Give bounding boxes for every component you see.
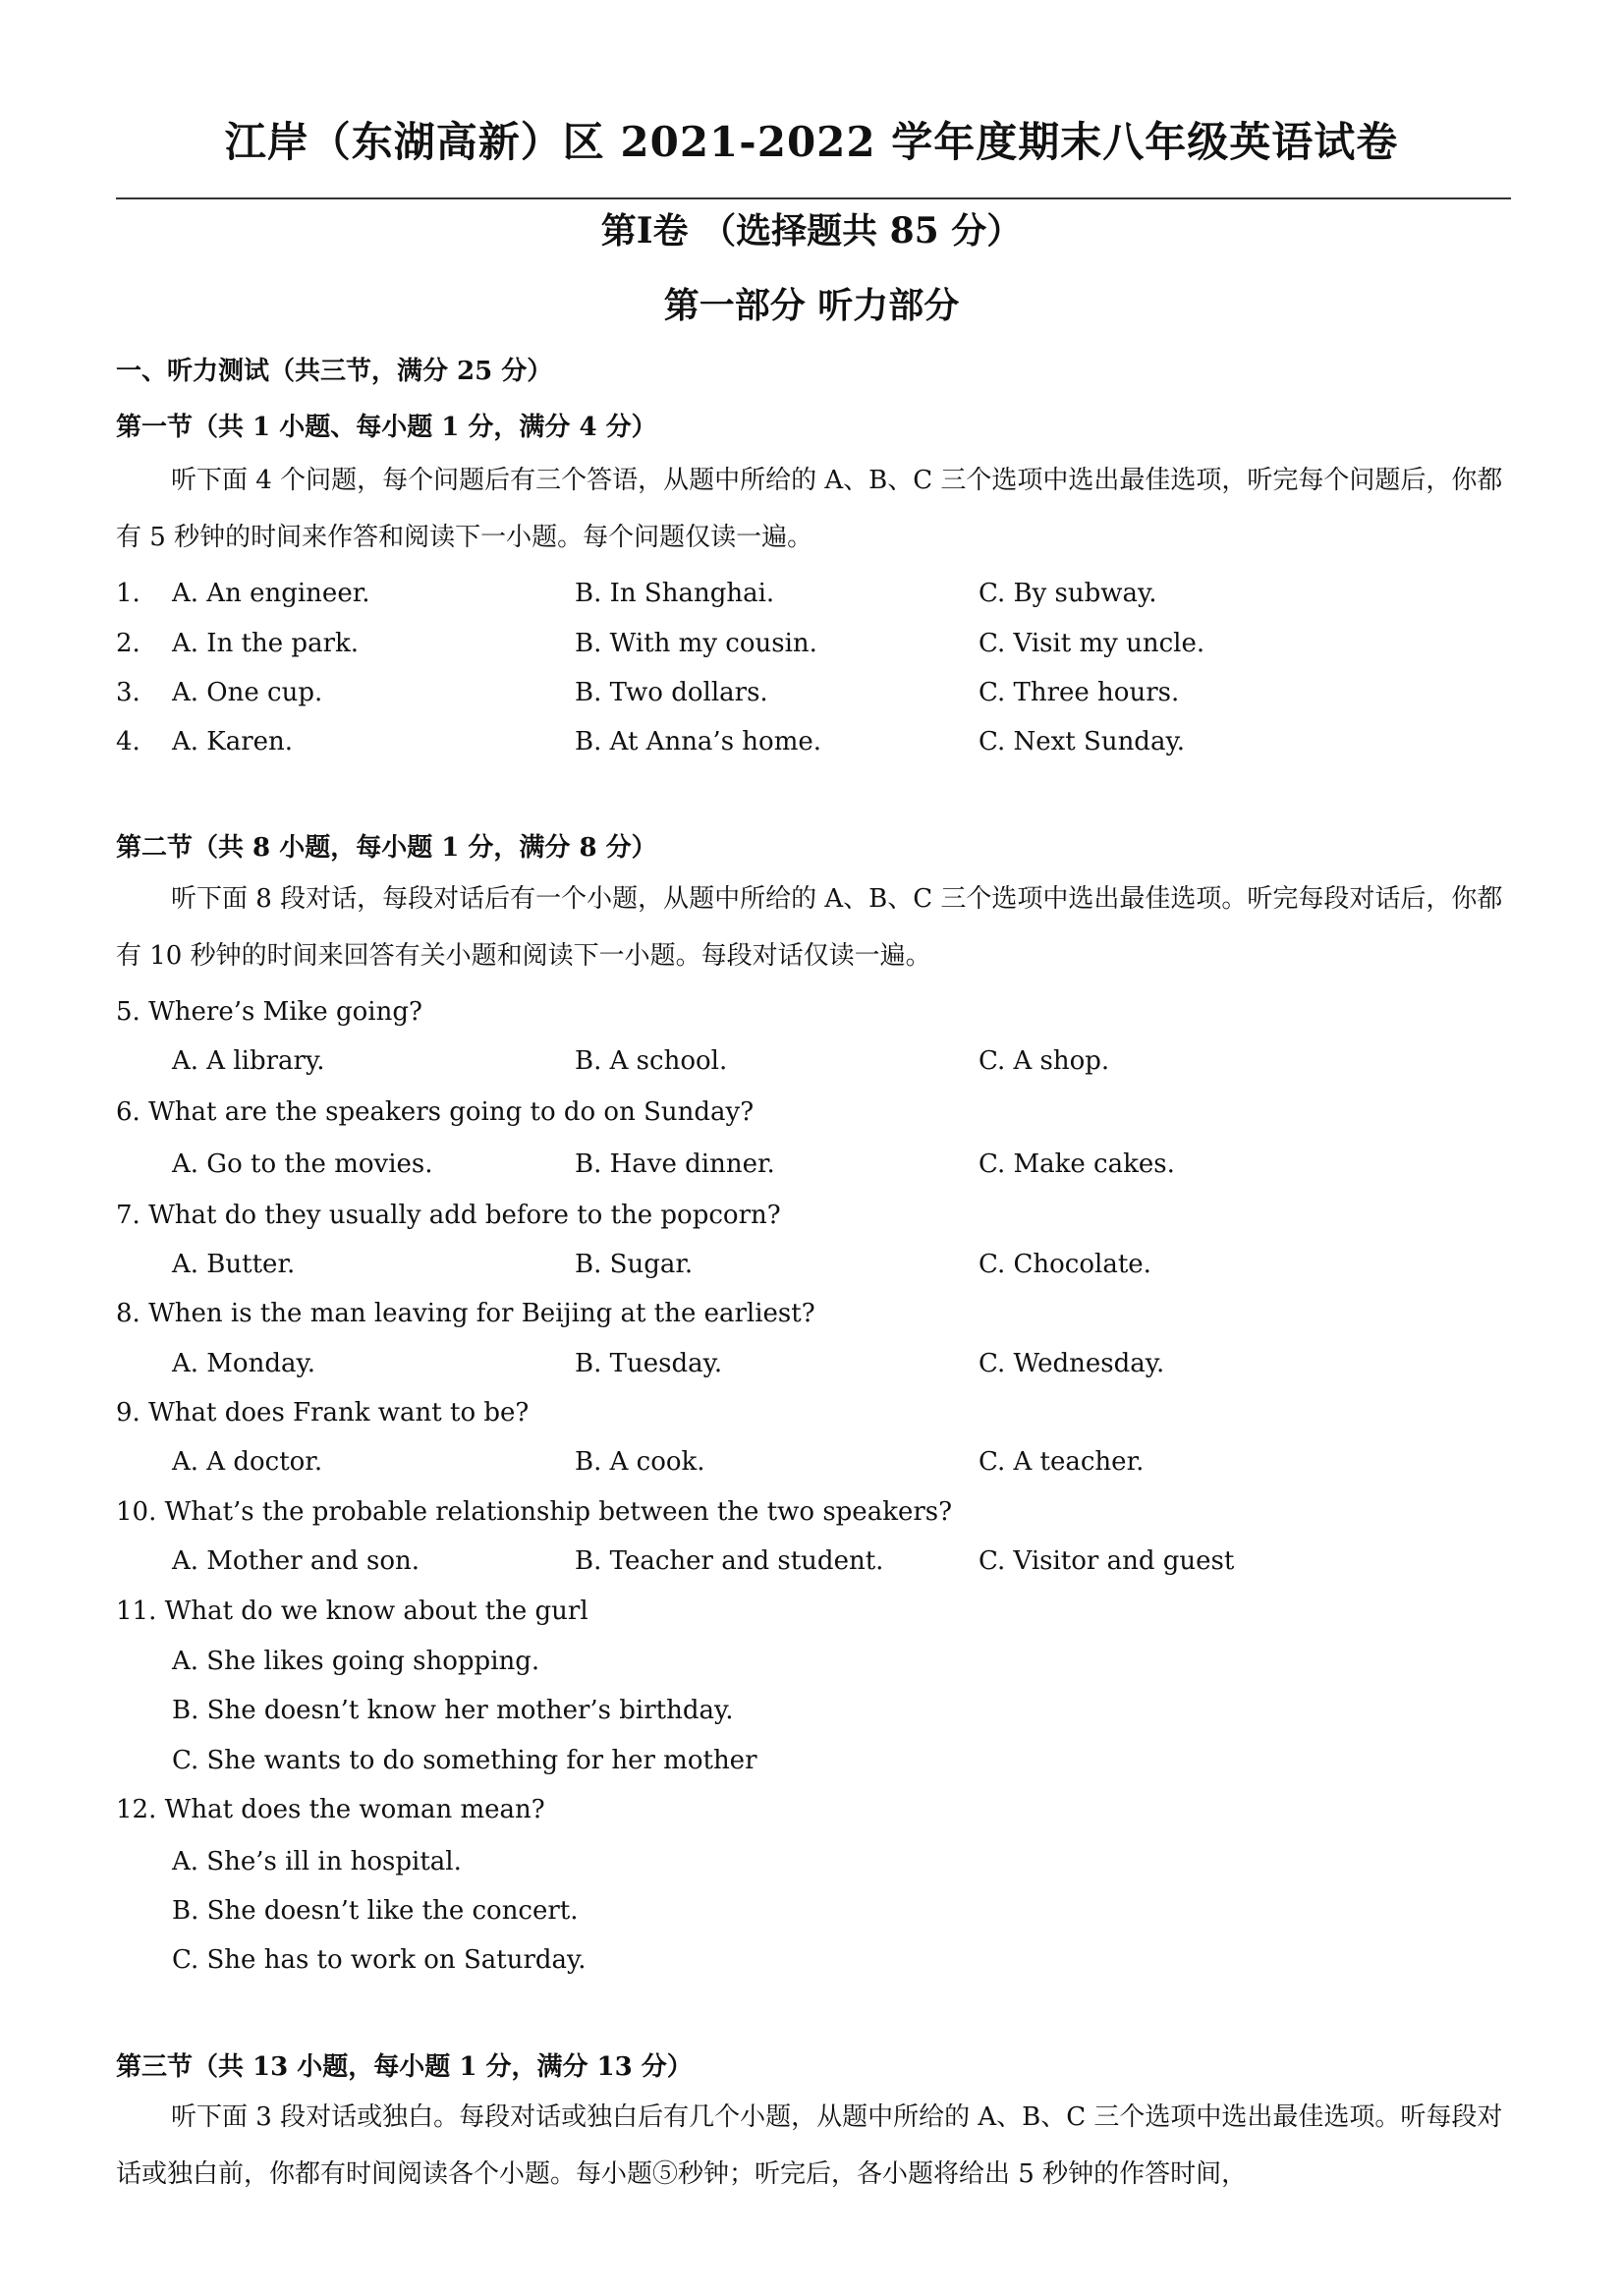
option-b: B. Sugar. xyxy=(575,1250,694,1279)
option-c: C. Next Sunday. xyxy=(979,727,1185,756)
section1-instructions: 听下面 4 个问题，每个问题后有三个答语，从题中所给的 A、B、C 三个选项中选出最佳选项，听完每个问题后，你都有 5 秒钟的时间来作答和阅读下一小题。每个问题仅读一遍。 xyxy=(116,466,1503,552)
option-b: B. In Shanghai. xyxy=(575,579,775,608)
page-title: 江岸（东湖高新）区 2021-2022 学年度期末八年级英语试卷 xyxy=(224,118,1399,166)
option-c: C. A teacher. xyxy=(979,1447,1145,1477)
option-a: A. Go to the movies. xyxy=(172,1149,433,1179)
section1-heading: 第一节（共 1 小题、每小题 1 分，满分 4 分） xyxy=(116,413,657,442)
question-7: 7. What do they usually add before to the popcorn? xyxy=(116,1201,781,1230)
option-a: A. One cup. xyxy=(172,678,323,707)
item-number: 4. xyxy=(116,727,140,756)
item-number: 2. xyxy=(116,629,140,658)
section-header: 一、听力测试（共三节，满分 25 分） xyxy=(116,357,553,386)
option-c: C. Wednesday. xyxy=(979,1349,1165,1378)
option-a: A. A library. xyxy=(172,1046,325,1076)
section3-heading: 第三节（共 13 小题，每小题 1 分，满分 13 分） xyxy=(116,2052,693,2082)
option-c: C. She has to work on Saturday. xyxy=(172,1945,587,1975)
question-5: 5. Where’s Mike going? xyxy=(116,997,422,1027)
title-divider xyxy=(116,197,1511,199)
section2-instructions: 听下面 8 段对话，每段对话后有一个小题，从题中所给的 A、B、C 三个选项中选出最佳选项。听完每段对话后，你都有 10 秒钟的时间来回答有关小题和阅读下一小题。每段对话仅读一遍。 xyxy=(116,884,1503,971)
option-c: C. She wants to do something for her mother xyxy=(172,1746,757,1775)
option-c: C. Make cakes. xyxy=(979,1149,1175,1179)
option-c: C. Visit my uncle. xyxy=(979,629,1205,658)
question-8: 8. When is the man leaving for Beijing at the earliest? xyxy=(116,1299,815,1328)
option-b: B. A cook. xyxy=(575,1447,705,1477)
option-b: B. She doesn’t know her mother’s birthday. xyxy=(172,1696,734,1725)
option-b: B. Have dinner. xyxy=(575,1149,775,1179)
option-b: B. Two dollars. xyxy=(575,678,768,707)
option-b: B. Tuesday. xyxy=(575,1349,723,1378)
option-a: A. She’s ill in hospital. xyxy=(172,1847,462,1876)
item-number: 1. xyxy=(116,579,140,608)
option-c: C. Three hours. xyxy=(979,678,1180,707)
option-a: A. In the park. xyxy=(172,629,360,658)
option-b: B. Teacher and student. xyxy=(575,1546,884,1576)
option-a: A. Butter. xyxy=(172,1250,296,1279)
volume-heading: 第Ⅰ卷 （选择题共 85 分） xyxy=(600,210,1023,252)
option-a: A. Karen. xyxy=(172,727,294,756)
option-a: A. A doctor. xyxy=(172,1447,323,1477)
option-b: B. At Anna’s home. xyxy=(575,727,822,756)
question-12: 12. What does the woman mean? xyxy=(116,1795,545,1824)
option-a: A. She likes going shopping. xyxy=(172,1647,540,1676)
option-a: A. An engineer. xyxy=(172,579,370,608)
question-9: 9. What does Frank want to be? xyxy=(116,1398,530,1428)
option-c: C. By subway. xyxy=(979,579,1157,608)
option-b: B. She doesn’t like the concert. xyxy=(172,1896,579,1926)
option-c: C. Chocolate. xyxy=(979,1250,1151,1279)
option-a: A. Mother and son. xyxy=(172,1546,420,1576)
option-c: C. A shop. xyxy=(979,1046,1110,1076)
option-b: B. With my cousin. xyxy=(575,629,817,658)
question-10: 10. What’s the probable relationship between the two speakers? xyxy=(116,1497,953,1527)
question-11: 11. What do we know about the gurl xyxy=(116,1596,588,1626)
option-b: B. A school. xyxy=(575,1046,728,1076)
section2-heading: 第二节（共 8 小题，每小题 1 分，满分 8 分） xyxy=(116,833,657,863)
part-heading: 第一部分 听力部分 xyxy=(663,285,960,326)
section3-instructions: 听下面 3 段对话或独白。每段对话或独白后有几个小题，从题中所给的 A、B、C 三个选项中选出最佳选项。听每段对话或独白前，你都有时间阅读各个小题。每小题⑤秒钟；听完后，各小题将给出 5 秒钟的作答时间， xyxy=(116,2102,1503,2189)
question-6: 6. What are the speakers going to do on Sunday? xyxy=(116,1097,755,1127)
option-a: A. Monday. xyxy=(172,1349,315,1378)
item-number: 3. xyxy=(116,678,140,707)
option-c: C. Visitor and guest xyxy=(979,1546,1235,1576)
